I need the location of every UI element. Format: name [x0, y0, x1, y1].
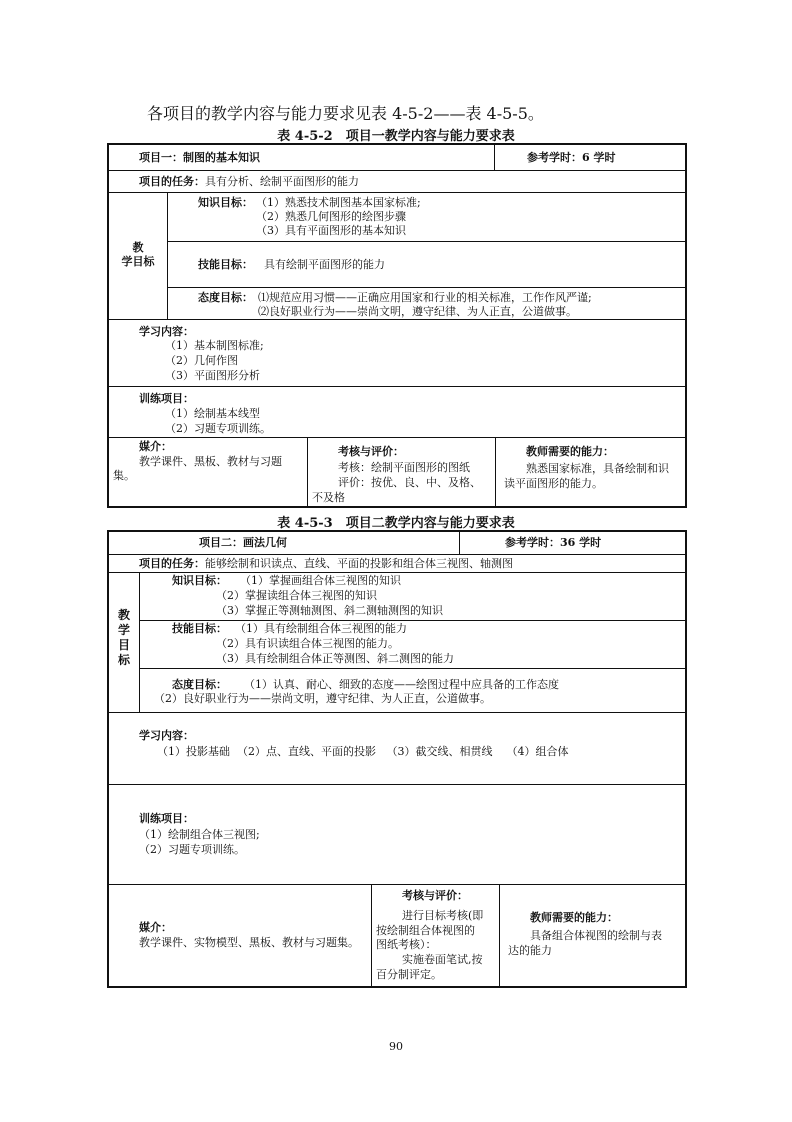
table1-knowledge-item: （3）具有平面图形的基本知识	[256, 224, 406, 237]
table1-eval-label: 考核与评价：	[338, 445, 404, 458]
table2-ability-text: 具备组合体视图的绘制与表	[530, 929, 662, 942]
table1-skill: 具有绘制平面图形的能力	[264, 258, 385, 271]
table2-header-row	[109, 532, 685, 554]
table2-attitude-item: （1）认真、耐心、细致的态度——绘图过程中应具备的工作态度	[244, 678, 559, 691]
table1-ability-text: 熟悉国家标准，具备绘制和识	[526, 462, 669, 475]
table2-knowledge-label: 知识目标：	[172, 574, 227, 587]
table2-hours-cell	[459, 532, 685, 554]
table1-training-row	[109, 386, 685, 437]
table1-eval-text: 考核：绘制平面图形的图纸	[338, 461, 470, 474]
table2-ability-cell	[499, 885, 685, 986]
table2-knowledge-goal	[140, 573, 685, 620]
table1-goals-content	[167, 193, 685, 319]
table1-project-title: 项目一：制图的基本知识	[139, 151, 260, 164]
table2-knowledge-item: （3）掌握正等测轴测图、斜二测轴测图的知识	[216, 604, 443, 617]
table2-knowledge-item: （2）掌握读组合体三视图的知识	[216, 589, 377, 602]
table1-media-text: 教学课件、黑板、教材与习题	[139, 455, 282, 468]
table1-attitude-label: 态度目标：	[198, 291, 253, 304]
table1-training-item: （1）绘制基本线型	[165, 407, 260, 420]
table1-content-row	[109, 319, 685, 386]
table1	[107, 143, 687, 508]
table1-knowledge-item: （2）熟悉几何图形的绘图步骤	[256, 210, 406, 223]
table2-skill-label: 技能目标：	[172, 622, 227, 635]
table1-task-label: 项目的任务：	[139, 175, 205, 188]
table2-task-row	[109, 554, 685, 572]
table1-content-item: （3）平面图形分析	[165, 369, 260, 382]
table2-ability-text: 达的能力	[508, 944, 552, 957]
table1-skill-label: 技能目标：	[198, 258, 253, 271]
table2-goal-label: 教 学 目 标	[117, 608, 130, 667]
table1-hours: 参考学时：6 学时	[527, 151, 616, 164]
table1-bottom-row	[109, 437, 685, 506]
table2-eval-text: 百分制评定。	[376, 968, 442, 981]
table1-hours-cell	[494, 145, 685, 170]
table1-content-item: （2）几何作图	[165, 354, 238, 367]
table2-caption: 表 4-5-3 项目二教学内容与能力要求表	[277, 516, 515, 531]
table2-knowledge-item: （1）掌握画组合体三视图的知识	[240, 574, 401, 587]
table2-task-label: 项目的任务：	[139, 557, 205, 570]
table2-attitude-label: 态度目标：	[172, 678, 227, 691]
table2-training-label: 训练项目：	[139, 812, 194, 825]
table1-media-text: 集。	[113, 469, 135, 482]
table2-training-item: （1）绘制组合体三视图;	[139, 828, 260, 841]
table2-task: 能够绘制和识读点、直线、平面的投影和组合体三视图、轴测图	[205, 557, 513, 570]
table1-knowledge-goal	[168, 193, 685, 241]
table1-media-label: 媒介：	[139, 440, 172, 453]
table1-eval-text: 不及格	[312, 491, 345, 504]
table2-training-item: （2）习题专项训练。	[139, 843, 245, 856]
table1-goal-label: 教 学目标	[121, 241, 155, 268]
table2-media-cell	[109, 885, 371, 986]
table2-media-label: 媒介：	[139, 921, 172, 934]
table2-attitude-item: （2）良好职业行为——崇尚文明，遵守纪律、为人正直，公道做事。	[154, 692, 491, 705]
table2-skill-item: （3）具有绘制组合体正等测图、斜二测图的能力	[216, 652, 454, 665]
table2-eval-cell	[371, 885, 499, 986]
table1-content-item: （1）基本制图标准;	[165, 339, 264, 352]
table1-knowledge-label: 知识目标：	[198, 196, 253, 209]
table2-goals-row	[109, 572, 685, 712]
table1-content-label: 学习内容：	[139, 325, 194, 338]
table2-bottom-row	[109, 884, 685, 986]
table1-training-item: （2）习题专项训练。	[165, 422, 271, 435]
table2-skill-goal	[140, 620, 685, 669]
table2-content-label: 学习内容：	[139, 729, 194, 742]
table2-hours: 参考学时：36 学时	[505, 536, 602, 549]
intro-text: 各项目的教学内容与能力要求见表 4-5-2——表 4-5-5。	[147, 104, 544, 123]
table2-skill-item: （2）具有识读组合体三视图的能力。	[216, 637, 399, 650]
table1-knowledge-item: （1）熟悉技术制图基本国家标准;	[256, 196, 421, 209]
table1-skill-goal	[168, 241, 685, 288]
table1-goals-row	[109, 192, 685, 319]
table2-training-row	[109, 784, 685, 884]
table2-eval-text: 按绘制组合体视图的	[376, 924, 475, 937]
table2-skill-item: （1）具有绘制组合体三视图的能力	[235, 622, 407, 635]
table1-ability-label: 教师需要的能力：	[526, 445, 614, 458]
table2-eval-text: 实施卷面笔试,按	[402, 953, 483, 966]
table1-training-label: 训练项目：	[139, 392, 194, 405]
table1-attitude-item: ⑵良好职业行为——崇尚文明，遵守纪律、为人正直，公道做事。	[258, 305, 577, 318]
table1-eval-text: 评价：按优、良、中、及格、	[338, 476, 481, 489]
table1-caption: 表 4-5-2 项目一教学内容与能力要求表	[277, 129, 515, 144]
table2-eval-label: 考核与评价：	[402, 889, 468, 902]
table1-media-cell	[109, 438, 307, 506]
table1-task: 具有分析、绘制平面图形的能力	[205, 175, 359, 188]
table2-eval-text: 进行目标考核(即	[402, 909, 484, 922]
table2-eval-text: 图纸考核）：	[376, 938, 437, 951]
table1-ability-cell	[495, 438, 685, 506]
table2-content-row	[109, 712, 685, 784]
table1-header-row	[109, 145, 685, 170]
table1-eval-cell	[307, 438, 495, 506]
table1-attitude-goal	[168, 287, 685, 319]
table2-content: （1）投影基础 （2）点、直线、平面的投影 （3）截交线、相贯线 （4）组合体	[157, 745, 569, 758]
table2-ability-label: 教师需要的能力：	[530, 911, 618, 924]
page-number: 90	[389, 1040, 403, 1053]
table1-attitude-item: ⑴规范应用习惯——正确应用国家和行业的相关标准，工作作风严谨;	[258, 291, 592, 304]
table2-media-text: 教学课件、实物模型、黑板、教材与习题集。	[139, 936, 359, 949]
table2-project-title: 项目二：画法几何	[199, 536, 287, 549]
table1-task-row	[109, 170, 685, 192]
table1-ability-text: 读平面图形的能力。	[504, 477, 603, 490]
table2	[107, 530, 687, 988]
